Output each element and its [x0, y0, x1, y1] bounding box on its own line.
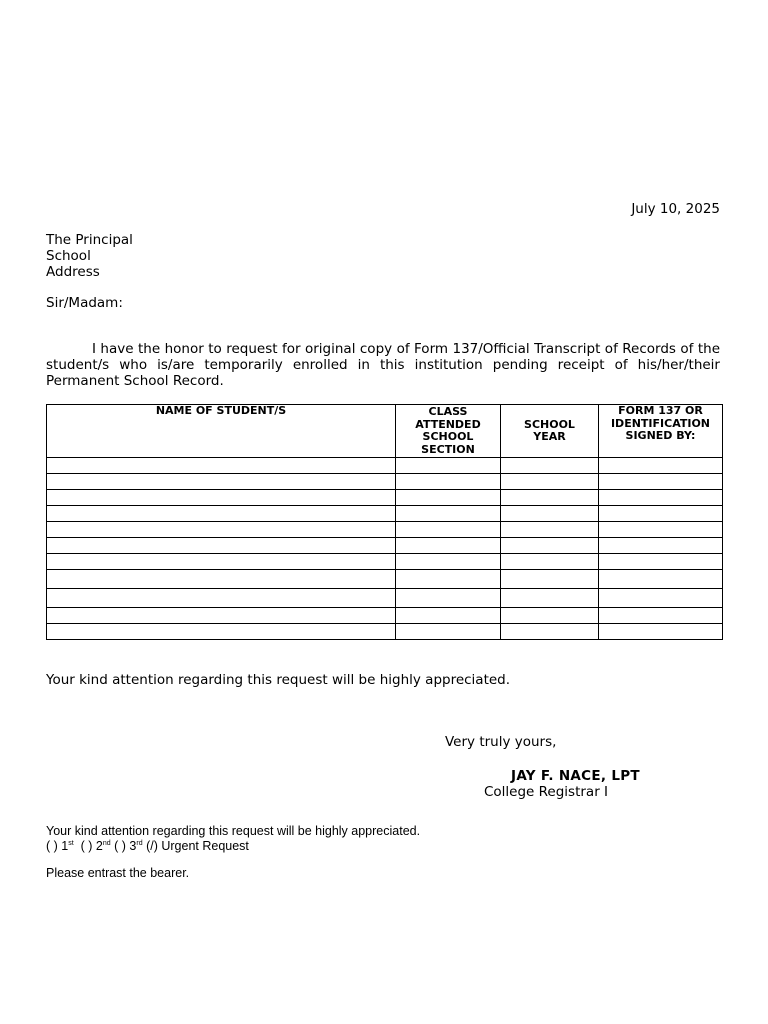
recipient-line: Address	[46, 264, 100, 280]
cell-year[interactable]	[501, 538, 599, 554]
cell-signed[interactable]	[599, 522, 723, 538]
table-row	[47, 624, 723, 640]
table-row	[47, 589, 723, 608]
option-urgent[interactable]: (/) Urgent Request	[142, 839, 249, 853]
cell-year[interactable]	[501, 589, 599, 608]
valediction: Very truly yours,	[445, 734, 557, 750]
cell-year[interactable]	[501, 458, 599, 474]
cell-signed[interactable]	[599, 608, 723, 624]
header-form-137: FORM 137 OR IDENTIFICATION SIGNED BY:	[599, 405, 723, 458]
cell-name[interactable]	[47, 589, 396, 608]
option-third[interactable]: ( ) 3	[110, 839, 137, 853]
table-header-row	[47, 405, 723, 458]
signatory-name: JAY F. NACE, LPT	[511, 768, 640, 784]
cell-year[interactable]	[501, 522, 599, 538]
cell-name[interactable]	[47, 506, 396, 522]
table-row	[47, 458, 723, 474]
cell-year[interactable]	[501, 490, 599, 506]
cell-signed[interactable]	[599, 506, 723, 522]
cell-class[interactable]	[396, 474, 501, 490]
recipient-line: The Principal	[46, 232, 133, 248]
salutation: Sir/Madam:	[46, 295, 123, 311]
header-class-attended: CLASS ATTENDED SCHOOL SECTION	[396, 405, 501, 458]
cell-class[interactable]	[396, 522, 501, 538]
cell-name[interactable]	[47, 490, 396, 506]
cell-year[interactable]	[501, 506, 599, 522]
option-second[interactable]: ( ) 2	[80, 839, 103, 853]
cell-name[interactable]	[47, 474, 396, 490]
cell-year[interactable]	[501, 608, 599, 624]
cell-name[interactable]	[47, 570, 396, 589]
header-school-year: SCHOOL YEAR	[501, 405, 599, 458]
cell-class[interactable]	[396, 624, 501, 640]
cell-name[interactable]	[47, 522, 396, 538]
recipient-line: School	[46, 248, 91, 264]
cell-class[interactable]	[396, 554, 501, 570]
cell-year[interactable]	[501, 570, 599, 589]
cell-name[interactable]	[47, 608, 396, 624]
option-first[interactable]: ( ) 1	[46, 839, 69, 853]
cell-class[interactable]	[396, 506, 501, 522]
bearer-note: Please entrast the bearer.	[46, 866, 190, 880]
cell-name[interactable]	[47, 554, 396, 570]
table-row	[47, 490, 723, 506]
cell-year[interactable]	[501, 554, 599, 570]
table-row	[47, 506, 723, 522]
footer-attention: Your kind attention regarding this request will be highly appreciated.	[46, 824, 421, 838]
cell-signed[interactable]	[599, 624, 723, 640]
cell-signed[interactable]	[599, 538, 723, 554]
cell-signed[interactable]	[599, 458, 723, 474]
cell-signed[interactable]	[599, 490, 723, 506]
cell-class[interactable]	[396, 570, 501, 589]
table-row	[47, 474, 723, 490]
signatory-title: College Registrar I	[484, 784, 609, 800]
cell-class[interactable]	[396, 458, 501, 474]
table-row	[47, 570, 723, 589]
header-name-of-students: NAME OF STUDENT/S	[47, 405, 396, 458]
cell-class[interactable]	[396, 608, 501, 624]
table-row	[47, 522, 723, 538]
cell-class[interactable]	[396, 589, 501, 608]
cell-name[interactable]	[47, 458, 396, 474]
cell-signed[interactable]	[599, 570, 723, 589]
table-row	[47, 554, 723, 570]
request-paragraph: I have the honor to request for original copy of Form 137/Official Transcript of Records of the student/s who is/are temporarily enrolled in this institution pending receipt of his/her/their Permanent School Record.	[46, 341, 720, 389]
recipient-address	[46, 232, 133, 280]
letter-date: July 10, 2025	[631, 201, 720, 217]
cell-signed[interactable]	[599, 474, 723, 490]
cell-name[interactable]	[47, 538, 396, 554]
cell-class[interactable]	[396, 490, 501, 506]
closing-attention: Your kind attention regarding this request will be highly appreciated.	[46, 672, 511, 688]
student-records-table	[46, 404, 723, 640]
cell-name[interactable]	[47, 624, 396, 640]
cell-year[interactable]	[501, 624, 599, 640]
table-row	[47, 608, 723, 624]
cell-signed[interactable]	[599, 554, 723, 570]
cell-signed[interactable]	[599, 589, 723, 608]
cell-year[interactable]	[501, 474, 599, 490]
request-type-options: ( ) 1st ( ) 2nd ( ) 3rd (/) Urgent Request	[46, 839, 249, 853]
cell-class[interactable]	[396, 538, 501, 554]
table-row	[47, 538, 723, 554]
